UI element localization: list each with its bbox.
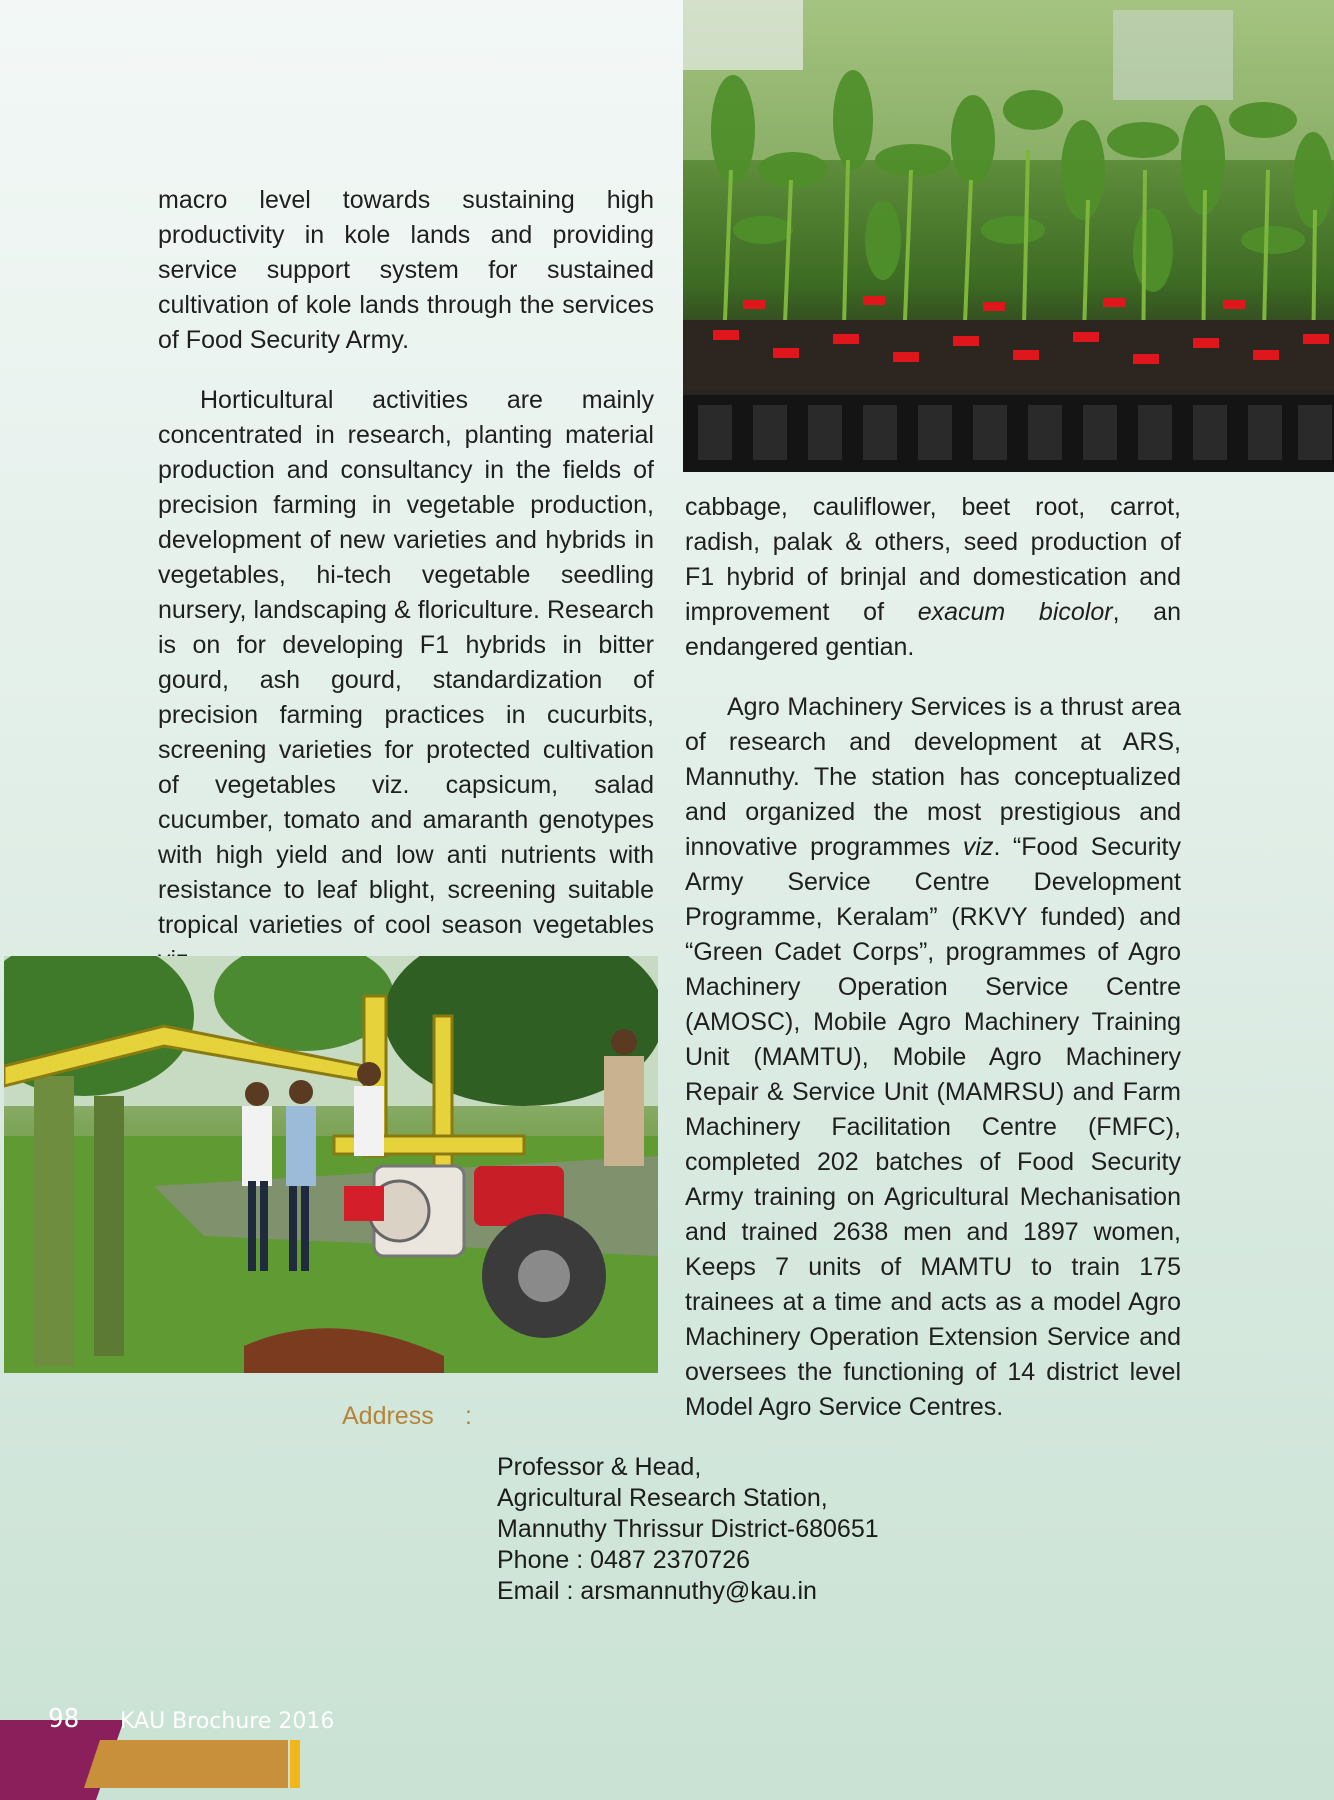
address-line-location: Mannuthy Thrissur District-680651	[497, 1515, 879, 1543]
right-paragraph-2-end: . “Food Security Army Service Centre Development Programme, Keralam” (RKVY funded) and “Green Cadet Corps”, programmes of Agro Machinery Operation Service Centre (AMOSC), Mobile Agro Machinery Training Unit (MAMTU), Mobile Agro Machinery Repair & Service Unit (MAMRSU) and Farm Machinery Facilitation Centre (FMFC), completed 202 batches of Food Security Army training on Agricultural Mechanisation and trained 2638 men and 1897 women, Keeps 7 units of MAMTU to train 175 trainees at a time and acts as a model Agro Machinery Operation Extension Service and oversees the functioning of 14 district level Model Agro Service Centres.	[685, 833, 1181, 1421]
page-number: 98	[48, 1704, 80, 1734]
left-paragraph-1: macro level towards sustaining high productivity in kole lands and providing service support system for sustained cultivation of kole lands through the services of Food Security Army.	[158, 186, 654, 354]
address-label: Address	[342, 1402, 434, 1430]
agro-machinery-photo	[4, 956, 658, 1373]
right-paragraph-2-start: Agro Machinery Services is a thrust area of research and development at ARS, Mannuthy. The station has conceptualized and organized the most prestigious and innovative programmes	[685, 693, 1181, 861]
right-text-column	[685, 490, 1181, 1425]
left-text-column	[158, 183, 654, 978]
viz-abbrev: viz	[962, 833, 994, 861]
footer-title: KAU Brochure 2016	[120, 1709, 335, 1734]
address-line-email: Email : arsmannuthy@kau.in	[497, 1577, 817, 1605]
right-paragraph-1	[685, 490, 1181, 665]
address-line-station: Agricultural Research Station,	[497, 1484, 828, 1512]
address-line-phone: Phone : 0487 2370726	[497, 1546, 751, 1574]
right-paragraph-1-start: cabbage, cauliflower, beet root, carrot, radish, palak & others, seed production of F1 hybrid of brinjal and domestication and improvement of	[685, 493, 1181, 626]
seedling-tray-photo	[683, 0, 1334, 472]
right-paragraph-2	[685, 690, 1181, 1425]
address-block	[497, 1452, 879, 1607]
right-paragraph-1-end: , an endangered gentian.	[685, 598, 1181, 661]
left-paragraph-2: Horticultural activities are mainly concentrated in research, planting material production and consultancy in the fields of precision farming in vegetable production, development of new varieties and hybrids in vegetables, hi-tech vegetable seedling nursery, landscaping & floriculture. Research is on for developing F1 hybrids in bitter gourd, ash gourd, standardization of precision farming practices in cucurbits, screening varieties for protected cultivation of vegetables viz. capsicum, salad cucumber, tomato and amaranth genotypes with high yield and low anti nutrients with resistance to leaf blight, screening suitable tropical varieties of cool season vegetables	[158, 386, 654, 939]
species-name: exacum bicolor	[917, 598, 1113, 626]
address-colon: :	[465, 1402, 472, 1430]
address-line-title: Professor & Head,	[497, 1453, 702, 1481]
